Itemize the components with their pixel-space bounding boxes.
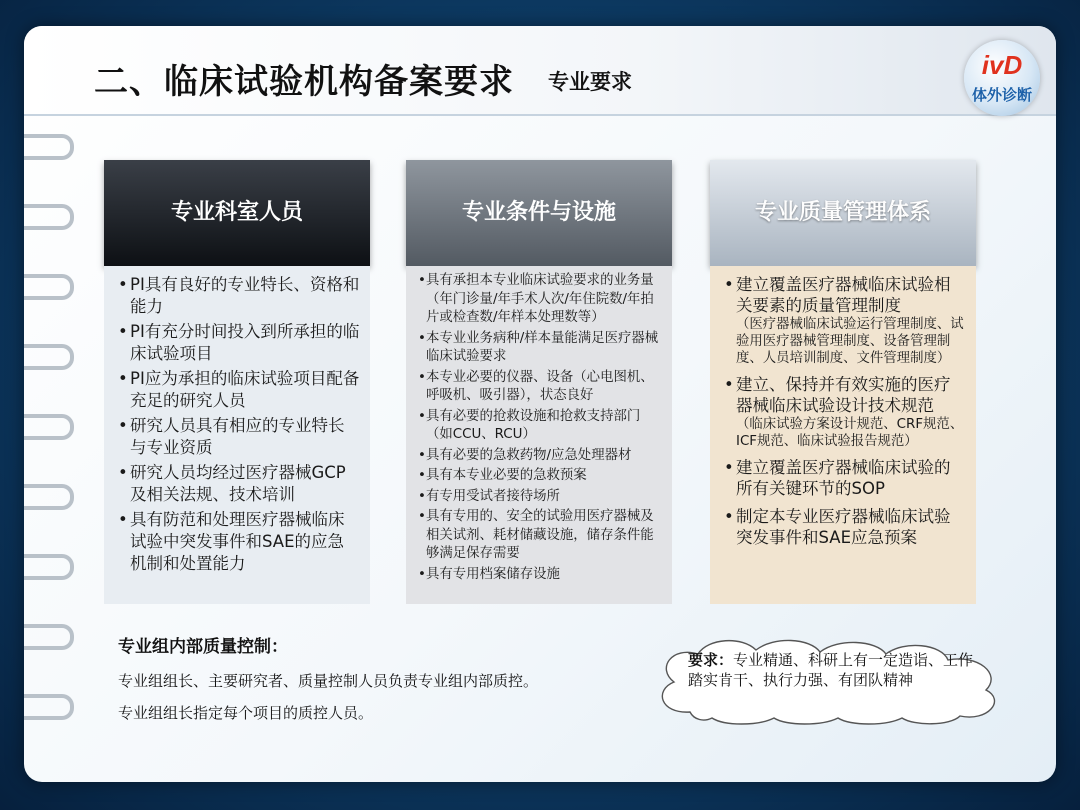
- list-item-main: 建立、保持并有效实施的医疗器械临床试验设计技术规范: [736, 375, 951, 415]
- list-item: • 具有必要的抢救设施和抢救支持部门（如CCU、RCU）: [418, 408, 662, 445]
- internal-qc-line: 专业组组长指定每个项目的质控人员。: [118, 704, 374, 722]
- list-item: [722, 457, 966, 499]
- logo-text: ivD: [981, 50, 1023, 80]
- page-title: 二、临床试验机构备案要求: [94, 62, 514, 102]
- personnel-list: [116, 274, 360, 575]
- internal-qc-heading: 专业组内部质量控制：: [118, 637, 288, 657]
- list-item: • 具有防范和处理医疗器械临床试验中突发事件和SAE的应急机制和处置能力: [116, 509, 360, 575]
- list-item: • 具有专用的、安全的试验用医疗器械及相关试剂、耗材储藏设施，储存条件能够满足保存需要: [418, 508, 662, 564]
- callout-label: 要求：: [688, 651, 734, 669]
- binder-ring-icon: [24, 624, 74, 650]
- column-body-facilities: [406, 266, 672, 604]
- list-item-main: 建立覆盖医疗器械临床试验相关要素的质量管理制度: [736, 275, 951, 315]
- page-subtitle: 专业要求: [548, 70, 632, 94]
- list-item-main: 建立覆盖医疗器械临床试验的所有关键环节的SOP: [736, 458, 951, 498]
- list-item: • 具有必要的急救药物/应急处理器材: [418, 447, 662, 466]
- logo-subtext: 体外诊断: [971, 86, 1032, 104]
- quality-list: [722, 274, 966, 548]
- requirement-callout-cloud: [650, 634, 1008, 726]
- binder-ring-icon: [24, 554, 74, 580]
- list-item: [722, 374, 966, 450]
- list-item: [722, 506, 966, 548]
- list-item: • 本专业必要的仪器、设备（心电图机、呼吸机、吸引器），状态良好: [418, 369, 662, 406]
- slide: [24, 26, 1056, 782]
- column-body-personnel: [104, 266, 370, 604]
- column-body-quality-system: [710, 266, 976, 604]
- list-item: • 本专业业务病种/样本量能满足医疗器械临床试验要求: [418, 330, 662, 367]
- list-item: • 具有专用档案储存设施: [418, 566, 662, 585]
- list-item: • PI应为承担的临床试验项目配备充足的研究人员: [116, 368, 360, 412]
- callout-text: [688, 650, 980, 690]
- internal-qc-line: 专业组组长、主要研究者、质量控制人员负责专业组内部质控。: [118, 672, 539, 690]
- binder-ring-icon: [24, 694, 74, 720]
- list-item: [722, 274, 966, 367]
- binder-ring-icon: [24, 414, 74, 440]
- binder-ring-icon: [24, 274, 74, 300]
- list-item: • 具有承担本专业临床试验要求的业务量（年门诊量/年手术人次/年住院数/年拍片或检查数/年样本处理数等）: [418, 272, 662, 328]
- list-item: • 研究人员具有相应的专业特长与专业资质: [116, 415, 360, 459]
- binder-ring-icon: [24, 484, 74, 510]
- list-item-detail: （临床试验方案设计规范、CRF规范、ICF规范、临床试验报告规范）: [736, 417, 964, 449]
- column-heading-personnel: 专业科室人员: [104, 160, 370, 266]
- binder-ring-icon: [24, 344, 74, 370]
- list-item: • 具有本专业必要的急救预案: [418, 467, 662, 486]
- list-item: • PI有充分时间投入到所承担的临床试验项目: [116, 321, 360, 365]
- list-item: • 有专用受试者接待场所: [418, 488, 662, 507]
- binder-ring-icon: [24, 204, 74, 230]
- column-heading-quality-system: 专业质量管理体系: [710, 160, 976, 266]
- list-item: • PI具有良好的专业特长、资格和能力: [116, 274, 360, 318]
- callout-body: 专业精通、科研上有一定造诣、工作踏实肯干、执行力强、有团队精神: [688, 651, 974, 689]
- list-item-detail: （医疗器械临床试验运行管理制度、试验用医疗器械管理制度、设备管理制度、人员培训制度、文件管理制度）: [736, 317, 964, 366]
- ivd-logo: [964, 40, 1040, 116]
- list-item-main: 制定本专业医疗器械临床试验突发事件和SAE应急预案: [736, 507, 951, 547]
- facilities-list: [418, 272, 662, 584]
- binder-ring-icon: [24, 134, 74, 160]
- column-heading-facilities: 专业条件与设施: [406, 160, 672, 266]
- list-item: • 研究人员均经过医疗器械GCP及相关法规、技术培训: [116, 462, 360, 506]
